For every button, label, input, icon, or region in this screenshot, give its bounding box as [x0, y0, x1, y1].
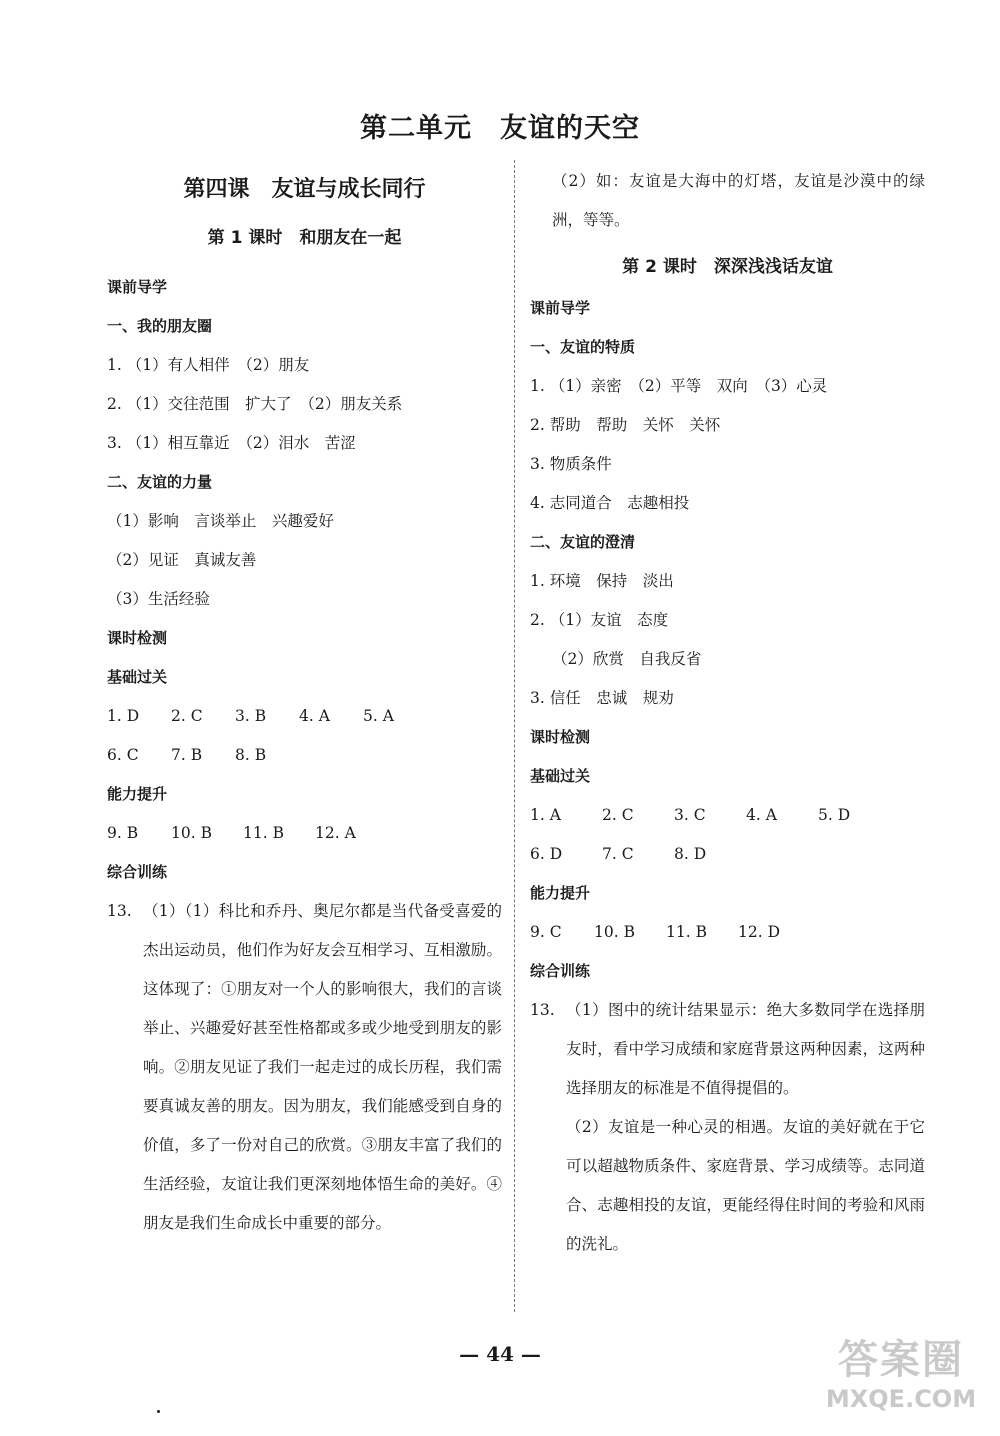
choice-answer: 11. B	[243, 824, 284, 842]
question-13-answer	[530, 991, 925, 1108]
check-heading: 课时检测	[530, 728, 591, 746]
section-heading: 二、友谊的澄清	[530, 533, 636, 551]
choice-answer: 3. C	[674, 806, 706, 824]
choice-answers-row	[530, 796, 925, 835]
choice-answers-row	[107, 814, 502, 853]
answer-line: 2. （1）友谊 态度	[530, 611, 669, 629]
basic-heading: 基础过关	[530, 767, 591, 785]
watermark-logo-text: 答案圈	[838, 1337, 964, 1383]
choice-answers-row	[107, 736, 502, 775]
section-heading: 二、友谊的力量	[107, 473, 213, 491]
ability-heading: 能力提升	[107, 785, 168, 803]
check-heading: 课时检测	[107, 629, 168, 647]
question-number: 13.	[530, 1001, 555, 1019]
choice-answer: 2. C	[171, 707, 203, 725]
choice-answer: 5. D	[818, 806, 851, 824]
pre-study-heading: 课前导学	[107, 278, 168, 296]
choice-answer: 4. A	[299, 707, 330, 725]
continued-answer: （2）如：友谊是大海中的灯塔，友谊是沙漠中的绿洲，等等。	[552, 172, 925, 229]
question-answer-text: （1）（1）科比和乔丹、奥尼尔都是当代备受喜爱的杰出运动员，他们作为好友会互相学习、互相激励。这体现了：①朋友对一个人的影响很大，我们的言谈举止、兴趣爱好甚至性格都或多或少地受到朋友的影响。②朋友见证了我们一起走过的成长历程，我们需要真诚友善的朋友。因为朋友，我们能感受到自身的价值，多了一份对自己的欣赏。③朋友丰富了我们的生活经验，友谊让我们更深刻地体悟生命的美好。④朋友是我们生命成长中重要的部分。	[143, 902, 502, 1232]
section-heading: 一、我的朋友圈	[107, 317, 213, 335]
choice-answer: 1. A	[530, 806, 561, 824]
column-divider	[514, 160, 515, 1312]
choice-answer: 10. B	[594, 923, 635, 941]
question-number: 13.	[107, 902, 132, 920]
scan-dot	[157, 1410, 160, 1413]
question-answer-text: （1）图中的统计结果显示：绝大多数同学在选择朋友时，看中学习成绩和家庭背景这两种因素，这两种选择朋友的标准是不值得提倡的。	[566, 1001, 925, 1097]
answer-line: 3. 信任 忠诚 规劝	[530, 689, 674, 707]
answer-line: （2）见证 真诚友善	[107, 551, 257, 569]
ability-heading: 能力提升	[530, 884, 591, 902]
choice-answer: 3. B	[235, 707, 267, 725]
comprehensive-heading: 综合训练	[530, 962, 591, 980]
pre-study-heading: 课前导学	[530, 299, 591, 317]
answer-line: （2）欣赏 自我反省	[552, 650, 702, 668]
basic-heading: 基础过关	[107, 668, 168, 686]
answer-line: 2. 帮助 帮助 关怀 关怀	[530, 416, 721, 434]
choice-answer: 9. C	[530, 923, 562, 941]
choice-answer: 4. A	[746, 806, 777, 824]
left-column	[107, 158, 502, 1243]
answer-line: 2. （1）交往范围 扩大了 （2）朋友关系	[107, 395, 403, 413]
question-answer-text: （2）友谊是一种心灵的相遇。友谊的美好就在于它可以超越物质条件、家庭背景、学习成绩等。志同道合、志趣相投的友谊，更能经得住时间的考验和风雨的洗礼。	[566, 1118, 925, 1253]
page-title: 第二单元 友谊的天空	[360, 113, 640, 144]
choice-answer: 12. D	[738, 923, 781, 941]
period-title-2: 第 2 课时 深深浅浅话友谊	[622, 257, 833, 277]
answer-line: 4. 志同道合 志趣相投	[530, 494, 690, 512]
choice-answer: 6. C	[107, 746, 139, 764]
section-heading: 一、友谊的特质	[530, 338, 636, 356]
answer-line: （1）影响 言谈举止 兴趣爱好	[107, 512, 334, 530]
answer-line: 1. （1）亲密 （2）平等 双向 （3）心灵	[530, 377, 828, 395]
choice-answer: 7. B	[171, 746, 203, 764]
watermark-url: MXQE.COM	[825, 1385, 977, 1413]
watermark-logo	[812, 1336, 990, 1426]
answer-line: （3）生活经验	[107, 590, 210, 608]
choice-answers-row	[530, 835, 925, 874]
choice-answer: 7. C	[602, 845, 634, 863]
answer-line: 3. 物质条件	[530, 455, 612, 473]
choice-answer: 9. B	[107, 824, 139, 842]
choice-answer: 6. D	[530, 845, 563, 863]
answer-line: 3. （1）相互靠近 （2）泪水 苦涩	[107, 434, 356, 452]
lesson-title: 第四课 友谊与成长同行	[183, 176, 426, 202]
choice-answers-row	[530, 913, 925, 952]
right-column	[530, 162, 925, 1264]
choice-answers-row	[107, 697, 502, 736]
choice-answer: 8. B	[235, 746, 267, 764]
period-title-1: 第 1 课时 和朋友在一起	[207, 228, 402, 248]
comprehensive-heading: 综合训练	[107, 863, 168, 881]
choice-answer: 8. D	[674, 845, 707, 863]
choice-answer: 2. C	[602, 806, 634, 824]
choice-answer: 10. B	[171, 824, 212, 842]
answer-line: 1. 环境 保持 淡出	[530, 572, 674, 590]
choice-answer: 1. D	[107, 707, 140, 725]
question-13-answer	[107, 892, 502, 1243]
page-number: — 44 —	[459, 1342, 541, 1366]
choice-answer: 11. B	[666, 923, 707, 941]
choice-answer: 5. A	[363, 707, 394, 725]
answer-line: 1. （1）有人相伴 （2）朋友	[107, 356, 310, 374]
choice-answer: 12. A	[315, 824, 356, 842]
